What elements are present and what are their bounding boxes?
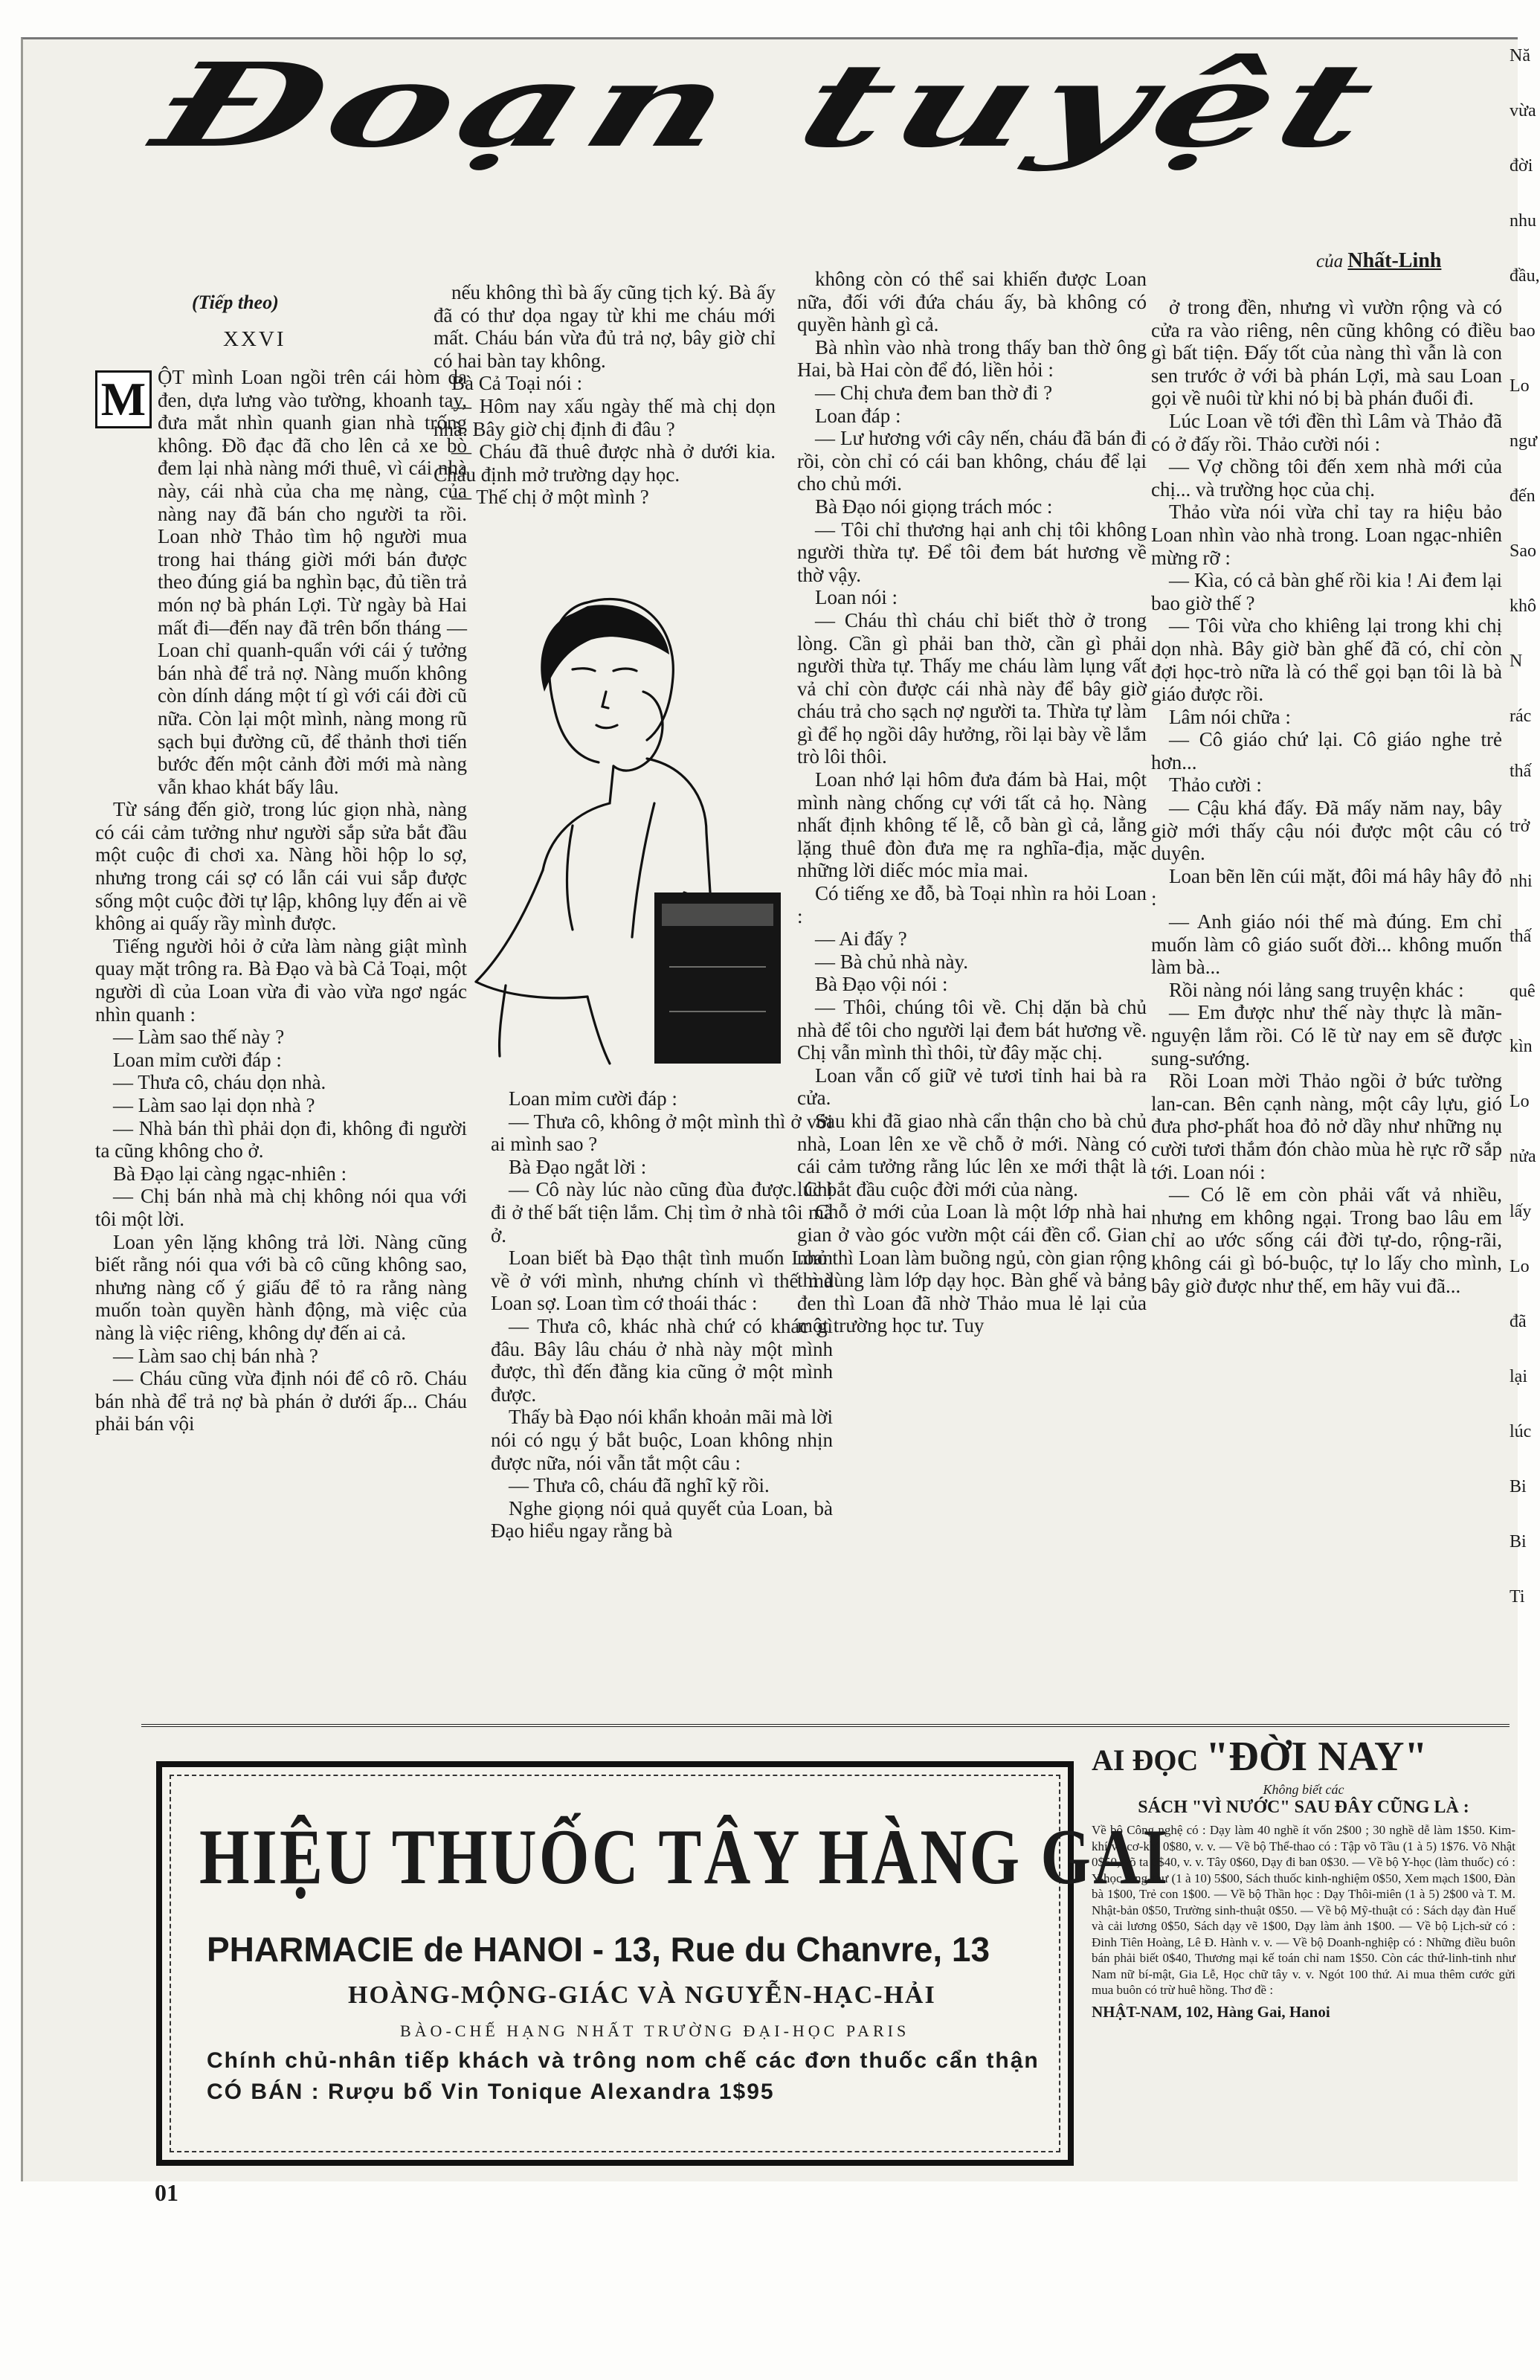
paragraph: Loan đáp :	[815, 404, 901, 427]
text-column-2	[434, 281, 776, 509]
ad-title: HIỆU THUỐC TÂY HÀNG GAI	[199, 1813, 1170, 1900]
paragraph: — Hôm nay xấu ngày thế mà chị dọn nhà. Bây giờ chị định đi đâu ?	[434, 394, 776, 440]
paragraph: — Bà chủ nhà này.	[815, 950, 968, 973]
edge-fragment: Bi	[1510, 1532, 1527, 1551]
paragraph: — Tôi vừa cho khiêng lại trong khi chị dọn nhà. Bây giờ bàn ghế đã có, chỉ còn đợi học-trò nữa là có thể gọi bạn tôi là bà giáo được rồi.	[1151, 614, 1502, 706]
paragraph: Lâm nói chữa :	[1169, 705, 1291, 728]
book-ad-address: NHẬT-NAM, 102, Hàng Gai, Hanoi	[1092, 2002, 1330, 2021]
text-column-1	[95, 366, 467, 1435]
paragraph: Thảo vừa nói vừa chỉ tay ra hiệu bảo Loan nhìn vào nhà trong. Loan ngạc-nhiên mừng rỡ :	[1151, 501, 1502, 569]
paragraph: — Cháu cũng vừa định nói để cô rõ. Cháu bán nhà để trả nợ bà phán ở dưới ấp... Cháu phải bán vội	[95, 1367, 467, 1435]
ad-product-line: CÓ BÁN : Rượu bổ Vin Tonique Alexandra 1$95	[207, 2080, 775, 2104]
paragraph: Bà nhìn vào nhà trong thấy ban thờ ông Hai, bà Hai còn để đó, liền hỏi :	[797, 335, 1147, 382]
edge-fragment: Bi	[1510, 1477, 1527, 1496]
paragraph: Từ sáng đến giờ, trong lúc giọn nhà, nàng có cái cảm tưởng như người sắp sửa bắt đầu một cuộc đi chơi xa. Nàng hồi hộp lo sợ, nhưng trong cái sợ có lẫn cái vui sắp được sống một cuộc đời tự lập, không lụy đến ai về không ai quấy rầy mình được.	[95, 798, 467, 935]
edge-fragment: rác	[1510, 707, 1532, 726]
edge-fragment: khô	[1510, 596, 1536, 616]
paragraph: không còn có thể sai khiến được Loan nữa, đối với đứa cháu ấy, bà không có quyền hành gì cả.	[797, 268, 1147, 336]
paragraph: Bà Cả Toại nói :	[451, 372, 583, 395]
book-ad-heading-prefix: AI ĐỌC	[1092, 1743, 1199, 1777]
book-ad-heading-name: "ĐỜI NAY"	[1205, 1734, 1428, 1780]
edge-fragment: lấy	[1510, 1202, 1532, 1221]
text-column-3	[491, 1087, 833, 1543]
ad-subtitle: PHARMACIE de HANOI - 13, Rue du Chanvre, 13	[207, 1930, 990, 1969]
paragraph: Loan biết bà Đạo thật tình muốn Loan về ở với mình, nhưng chính vì thế mà Loan sợ. Loan tìm cớ thoái thác :	[491, 1247, 833, 1315]
paragraph: Loan nói :	[815, 586, 898, 609]
book-ad-subheading: SÁCH "VÌ NƯỚC" SAU ĐÂY CŨNG LÀ :	[1138, 1798, 1469, 1817]
paragraph: ở trong đền, nhưng vì vườn rộng và có cửa ra vào riêng, nên cũng không có điều gì bất tiện. Đấy tốt của nàng thì vẫn là con sen trước ở với bà phán Lợi, mà sau Loan gọi về nuôi từ khi nó bị bà phán đuổi đi.	[1151, 296, 1502, 410]
text-column-4	[797, 268, 1147, 1337]
edge-fragment: Nă	[1510, 46, 1530, 65]
paragraph: — Kìa, có cả bàn ghế rồi kia ! Ai đem lại bao giờ thế ?	[1151, 569, 1502, 614]
paragraph: Loan vẫn cố giữ vẻ tươi tỉnh hai bà ra cửa.	[797, 1064, 1147, 1110]
paragraph: — Anh giáo nói thế mà đúng. Em chỉ muốn làm cô giáo suốt đời... không muốn làm bà...	[1151, 910, 1502, 979]
edge-fragment: N	[1510, 652, 1523, 671]
edge-fragment: vừa	[1510, 101, 1536, 120]
story-title-text: Đoạn tuyệt	[139, 37, 1398, 173]
paragraph: Bà Đạo lại càng ngạc-nhiên :	[113, 1162, 347, 1185]
paragraph: Nghe giọng nói quả quyết của Loan, bà Đạo hiểu ngay rằng bà	[491, 1496, 833, 1543]
section-divider	[141, 1724, 1510, 1727]
paragraph: — Thưa cô, cháu đã nghĩ kỹ rồi.	[509, 1474, 770, 1497]
book-advertisement	[1092, 1733, 1515, 2022]
paragraph: — Thưa cô, cháu dọn nhà.	[113, 1071, 326, 1094]
page-number: 01	[155, 2179, 178, 2206]
paragraph: Sau khi đã giao nhà cẩn thận cho bà chủ nhà, Loan lên xe về chỗ ở mới. Nàng có cái cảm tưởng rằng lúc lên xe mới thật là lúc bắt đầu cuộc đời mới của nàng.	[797, 1109, 1147, 1200]
paragraph: Loan bẽn lẽn cúi mặt, đôi má hây hây đỏ :	[1151, 864, 1502, 910]
paragraph: — Lư hương với cây nến, cháu đã bán đi rồi, còn chỉ có cái ban không, cháu để lại cho chủ mới.	[797, 427, 1147, 495]
paragraph: — Thưa cô, không ở một mình thì ở với ai mình sao ?	[491, 1110, 833, 1156]
book-ad-heading	[1092, 1733, 1515, 1781]
ad-service-line: Chính chủ-nhân tiếp khách và trông nom chế các đơn thuốc cẩn thận	[207, 2048, 1040, 2073]
paragraph: Loan yên lặng không trả lời. Nàng cũng biết rằng nói qua với bà cô cũng không sao, nhưng nàng cố ý giấu để tỏ ra rằng nàng muốn toàn quyền hành động, mà việc của nàng là việc riêng, không dự đến ai cả.	[95, 1230, 467, 1344]
edge-fragment: kìn	[1510, 1037, 1533, 1056]
author-credit	[1316, 249, 1441, 273]
paragraph: — Thế chị ở một mình ?	[451, 486, 649, 509]
edge-fragment: lại	[1510, 1367, 1527, 1386]
edge-fragment: trở	[1510, 817, 1530, 836]
paragraph: — Vợ chồng tôi đến xem nhà mới của chị... và trường học của chị.	[1151, 455, 1502, 501]
paragraph: ỘT mình Loan ngồi trên cái hòm da đen, dựa lưng vào tường, khoanh tay, đưa mắt nhìn quanh gian nhà trống không. Đồ đạc đã cho lên cả xe bò đem lại nhà nàng mới thuê, vì cái nhà này, cái nhà của cha mẹ nàng, của nàng nay đã bán cho người ta rồi. Loan nhờ Thảo tìm hộ người mua trong hai tháng giời mới bán được theo đúng giá ba nghìn bạc, đủ tiền trả món nợ bà phán Lợi. Từ ngày bà Hai mất đi—đến nay đã trên bốn tháng — Loan chỉ quanh-quẩn với cái ý tưởng bán nhà để trả nợ. Nàng muốn không còn dính dáng một tí gì với cái đời cũ nữa. Còn lại một mình, nàng mong rũ sạch bụi đường cũ, để thảnh thơi tiến bước đến một cảnh đời mới mà nàng vẫn khao khát bấy lâu.	[158, 366, 467, 798]
paragraph: — Chị bán nhà mà chị không nói qua với tôi một lời.	[95, 1185, 467, 1230]
paragraph: Loan nhớ lại hôm đưa đám bà Hai, một mình nàng chống cự với tất cả họ. Nàng nhất định không tế lễ, cỗ bàn gì cả, lẳng lặng thuê đòn đưa mẹ ra nghĩa-địa, mặc những lời diếc móc mỉa mai.	[797, 768, 1147, 882]
book-ad-note: Không biết các	[1263, 1782, 1344, 1797]
paragraph: — Cháu đã thuê được nhà ở dưới kia. Cháu định mở trường dạy học.	[434, 440, 776, 486]
edge-fragment: thấ	[1510, 927, 1532, 946]
paragraph: — Em được như thế này thực là mãn-nguyện lắm rồi. Có lẽ từ nay em sẽ được sung-sướng.	[1151, 1001, 1502, 1070]
edge-fragment: nhu	[1510, 211, 1536, 231]
edge-fragment: đầu,	[1510, 266, 1540, 286]
paragraph: — Nhà bán thì phải dọn đi, không đi người ta cũng không cho ở.	[95, 1116, 467, 1162]
edge-fragment: Lo	[1510, 376, 1530, 396]
paragraph: Bà Đạo ngắt lời :	[509, 1155, 647, 1178]
edge-fragment: nửa	[1510, 1147, 1536, 1166]
author-name: Nhất-Linh	[1347, 249, 1442, 272]
paragraph: Bà Đạo nói giọng trách móc :	[815, 495, 1053, 518]
paragraph: — Cô này lúc nào cũng đùa được. Chị đi ở thế bất tiện lắm. Chị tìm ở nhà tôi mà ở.	[491, 1178, 833, 1247]
edge-fragment: Lo	[1510, 1257, 1530, 1276]
paragraph: — Có lẽ em còn phải vất vả nhiều, nhưng em không ngại. Trong bao lâu em chỉ ao ước sống cái đời tự-do, rộng-rãi, không cái gì bó-buộc, tự lo lấy cho mình, bây giờ được như thế, em hãy vui đã...	[1151, 1183, 1502, 1297]
paragraph: — Tôi chỉ thương hại anh chị tôi không người thừa tự. Để tôi đem bát hương về thờ vậy.	[797, 518, 1147, 586]
paragraph: — Ai đấy ?	[815, 927, 907, 951]
edge-fragment: đến	[1510, 486, 1536, 506]
paragraph: — Chị chưa đem ban thờ đi ?	[815, 381, 1053, 404]
paragraph: Rồi Loan mời Thảo ngồi ở bức tường lan-can. Bên cạnh nàng, một cây lựu, gió đưa phơ-phất hoa đỏ nở dầy như những nụ cười tươi thắm đón chào mùa hè rực rỡ sắp tới. Loan nói :	[1151, 1070, 1502, 1183]
author-prefix: của	[1316, 251, 1344, 271]
text-column-5	[1151, 296, 1502, 1297]
chapter-number: XXVI	[223, 327, 286, 351]
paragraph: — Làm sao thế này ?	[113, 1026, 285, 1049]
paragraph: Chỗ ở mới của Loan là một lớp nhà hai gian ở vào góc vườn một cái đền cổ. Gian nhỏ thì Loan làm buồng ngủ, còn gian rộng thì dùng làm lớp dạy học. Bàn ghế và bảng đen thì Loan đã nhờ Thảo mua lẻ lại của một trường học tư. Tuy	[797, 1200, 1147, 1337]
pharmacy-advertisement	[156, 1761, 1170, 2166]
paragraph: — Cô giáo chứ lại. Cô giáo nghe trẻ hơn...	[1151, 728, 1502, 774]
ad-credential: BÀO-CHẾ HẠNG NHẤT TRƯỜNG ĐẠI-HỌC PARIS	[400, 2022, 910, 2040]
drop-cap: M	[95, 370, 152, 428]
continued-label: (Tiếp theo)	[192, 292, 279, 313]
paragraph: — Làm sao lại dọn nhà ?	[113, 1094, 315, 1116]
paragraph: Thấy bà Đạo nói khẩn khoản mãi mà lời nói có ngụ ý bắt buộc, Loan không nhịn được nữa, nói vẫn tắt một câu :	[491, 1406, 833, 1474]
edge-fragment: lúc	[1510, 1422, 1532, 1441]
paragraph: Loan mỉm cười đáp :	[113, 1048, 282, 1071]
paragraph: Lúc Loan về tới đền thì Lâm và Thảo đã có ở đấy rồi. Thảo cười nói :	[1151, 409, 1502, 455]
paragraph: Có tiếng xe đỗ, bà Toại nhìn ra hỏi Loan :	[797, 882, 1147, 927]
story-title	[139, 37, 1413, 223]
edge-fragment: bao	[1510, 321, 1536, 341]
paragraph: — Cậu khá đấy. Đã mấy năm nay, bây giờ mới thấy cậu nói được một câu có duyên.	[1151, 797, 1502, 865]
paragraph: Loan mỉm cười đáp :	[509, 1087, 677, 1110]
adjacent-page-edge	[1510, 45, 1540, 1711]
seated-woman-illustration	[461, 580, 796, 1071]
ad-owner-names: HOÀNG-MỘNG-GIÁC VÀ NGUYỄN-HẠC-HẢI	[348, 1981, 936, 2009]
edge-fragment: Sao	[1510, 541, 1536, 561]
edge-fragment: Ti	[1510, 1587, 1525, 1606]
edge-fragment: nhi	[1510, 872, 1533, 891]
edge-fragment: đời	[1510, 156, 1533, 176]
paragraph: Rồi nàng nói lảng sang truyện khác :	[1169, 978, 1464, 1001]
paragraph: Tiếng người hỏi ở cửa làm nàng giật mình quay mặt trông ra. Bà Đạo và bà Cả Toại, một người dì của Loan vừa đi vào vừa ngơ ngác nhìn quanh :	[95, 934, 467, 1026]
edge-fragment: ngư	[1510, 431, 1538, 451]
paragraph: Thảo cười :	[1169, 774, 1262, 797]
paragraph: nếu không thì bà ấy cũng tịch ký. Bà ấy đã có thư dọa ngay từ khi me cháu mới mất. Cháu bán vừa đủ trả nợ, bây giờ chỉ có hai bàn tay không.	[434, 281, 776, 372]
book-ad-body: Về bộ Công nghệ có : Dạy làm 40 nghề ít vốn 2$00 ; 30 nghề dễ làm 1$50. Kim-khí và cơ-khí 0$80, v. v. — Về bộ Thể-thao có : Tập võ Tầu (1 à 5) 1$76. Võ Nhật 0$50, võ ta 0$40, v. v. Tây 0$60, Dạy đi ban 0$30. — Về bộ Y-học (làm thuốc) có : Y-học tùng-thư (1 à 10) 5$00, Sách thuốc kinh-nghiệm 0$50, Xem mạch 1$00, Đàn bà 1$00, Trẻ con 1$00. — Về bộ Thần học : Dạy Thôi-miên (1 à 5) 2$00 và T. M. Nhật-bản 0$50, Trường sinh-thuật 0$50. — Về bộ Mỹ-thuật có : Sách dạy đàn Huế và cải lương 0$50, Sách dạy vẽ 1$00, Dạy làm ảnh 1$00. — Về bộ Lịch-sử có : Đinh Tiên Hoàng, Lê Đ. Hành v. v. — Về bộ Doanh-nghiệp có : Những điều buôn bán phải biết 0$40, Thương mại kế toán chỉ nam 1$50. Còn các thứ-linh-tinh như Nam nữ bí-mật, Gia Lễ, Học chữ tây v. v. Ngót 100 thứ. Ai mua thêm cước gửi mua buôn có trừ huê hồng. Thơ đề :	[1092, 1823, 1515, 1997]
paragraph: Bà Đạo vội nói :	[815, 973, 948, 996]
edge-fragment: Lo	[1510, 1092, 1530, 1111]
paragraph: — Thưa cô, khác nhà chứ có khác gì đâu. Bây lâu cháu ở nhà này một mình được, thì đến đằng kia cũng ở một mình được.	[491, 1314, 833, 1406]
edge-fragment: thấ	[1510, 762, 1532, 781]
paragraph: — Thôi, chúng tôi về. Chị dặn bà chủ nhà để tôi cho người lại đem bát hương về. Chị vẫn mình thì thôi, từ đây mặc chị.	[797, 996, 1147, 1064]
paragraph: — Làm sao chị bán nhà ?	[113, 1344, 318, 1367]
paragraph: — Cháu thì cháu chỉ biết thờ ở trong lòng. Cần gì phải ban thờ, cần gì phải người thừa tự. Thấy me cháu làm lụng vất vả chỉ còn được cái nhà này để bây giờ cháu trả cho sạch nợ người ta. Thừa tự làm gì để họ ngồi dây hưởng, rồi lại bày về lắm trò lôi thôi.	[797, 608, 1147, 768]
edge-fragment: quê	[1510, 982, 1536, 1001]
edge-fragment: đã	[1510, 1312, 1527, 1331]
